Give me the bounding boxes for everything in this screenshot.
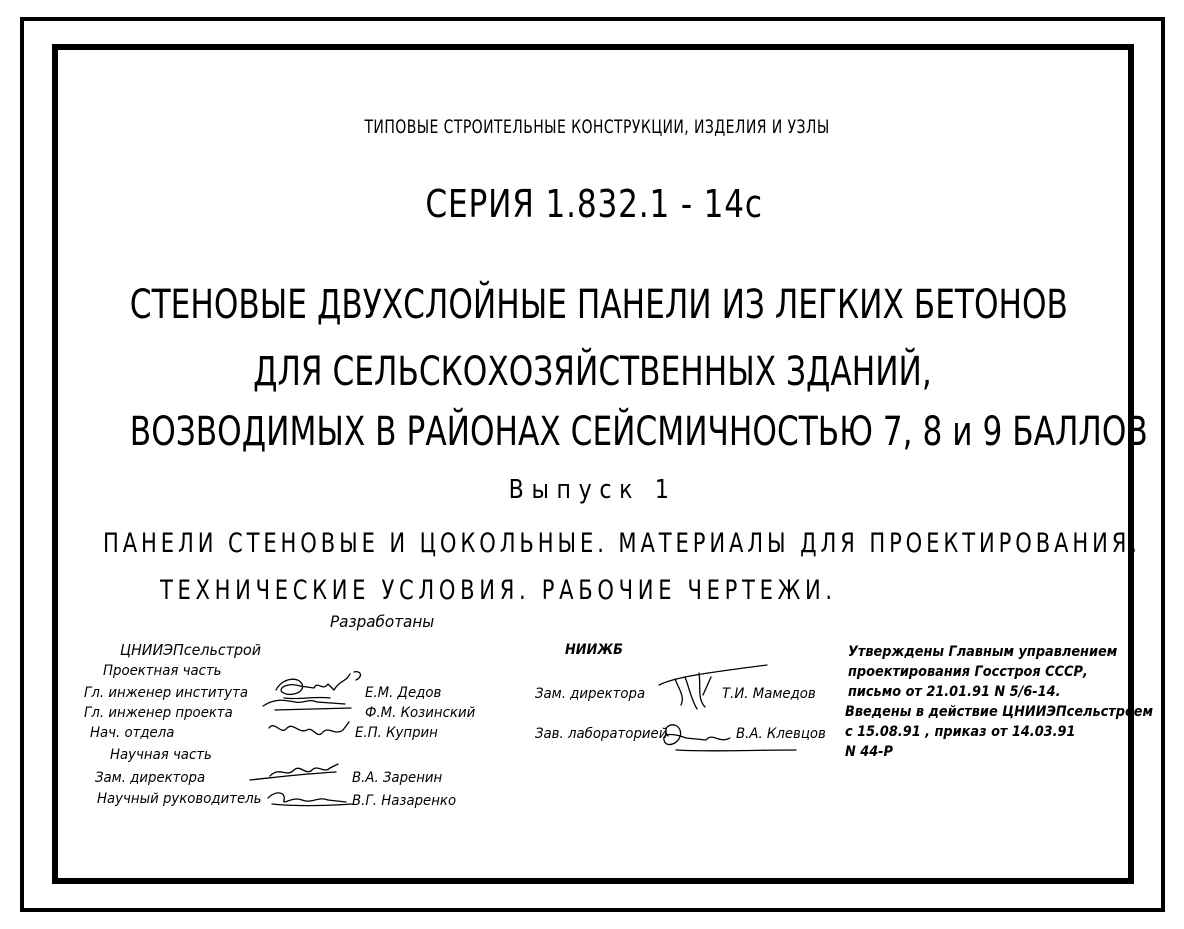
left-name-3: Е.П. Куприн	[355, 725, 438, 741]
enacted-line-3: N 44-Р	[845, 744, 893, 760]
signature-kozinsky	[255, 694, 365, 716]
title-line-1: СТЕНОВЫЕ ДВУХСЛОЙНЫЕ ПАНЕЛИ ИЗ ЛЕГКИХ БЕТОНОВ	[129, 282, 1068, 328]
left-org: ЦНИИЭПсельстрой	[120, 641, 262, 659]
inner-frame	[52, 44, 1148, 884]
left-position-3: Нач. отдела	[90, 725, 175, 741]
left-name-2: Ф.М. Козинский	[365, 705, 476, 721]
developed-by-label: Разработаны	[330, 612, 435, 631]
signature-nazarenko	[262, 788, 362, 810]
signature-kuprin	[265, 718, 355, 746]
approval-line-2: проектирования Госстроя СССР,	[848, 664, 1088, 680]
left-position-1: Гл. инженер института	[84, 685, 248, 701]
subtitle-line-2: ТЕХНИЧЕСКИЕ УСЛОВИЯ. РАБОЧИЕ ЧЕРТЕЖИ.	[160, 575, 837, 606]
left-position-5: Научный руководитель	[97, 791, 262, 807]
middle-position-2: Зав. лабораторией	[535, 726, 668, 742]
issue-number: Выпуск 1	[508, 475, 677, 505]
signature-mamedov	[655, 655, 775, 715]
enacted-line-1: Введены в действие ЦНИИЭПсельстроем	[845, 704, 1154, 720]
top-heading: ТИПОВЫЕ СТРОИТЕЛЬНЫЕ КОНСТРУКЦИИ, ИЗДЕЛИЯ И УЗЛЫ	[364, 116, 830, 138]
enacted-line-2: с 15.08.91 , приказ от 14.03.91	[845, 724, 1076, 740]
left-name-4: В.А. Заренин	[352, 770, 443, 786]
title-line-3: ВОЗВОДИМЫХ В РАЙОНАХ СЕЙСМИЧНОСТЬЮ 7, 8 и 9 БАЛЛОВ	[129, 409, 1148, 455]
approval-line-1: Утверждены Главным управлением	[848, 644, 1118, 660]
middle-name-2: В.А. Клевцов	[736, 726, 826, 742]
approval-line-3: письмо от 21.01.91 N 5/6-14.	[848, 684, 1061, 700]
left-position-2: Гл. инженер проекта	[84, 705, 233, 721]
middle-name-1: Т.И. Мамедов	[722, 686, 816, 702]
left-name-1: Е.М. Дедов	[365, 685, 442, 701]
middle-org: НИИЖБ	[565, 642, 623, 658]
signature-klevtsov	[650, 716, 800, 760]
title-line-2: ДЛЯ СЕЛЬСКОХОЗЯЙСТВЕННЫХ ЗДАНИЙ,	[253, 349, 932, 395]
subtitle-line-1: ПАНЕЛИ СТЕНОВЫЕ И ЦОКОЛЬНЫЕ. МАТЕРИАЛЫ ДЛЯ ПРОЕКТИРОВАНИЯ.	[103, 528, 1141, 559]
middle-position-1: Зам. директора	[535, 686, 646, 702]
series-number: СЕРИЯ 1.832.1 - 14с	[425, 182, 763, 226]
left-name-5: В.Г. Назаренко	[352, 793, 457, 809]
left-position-4: Зам. директора	[95, 770, 206, 786]
design-part-label: Проектная часть	[103, 663, 222, 679]
science-part-label: Научная часть	[110, 747, 212, 763]
signature-zarenin	[240, 758, 350, 784]
